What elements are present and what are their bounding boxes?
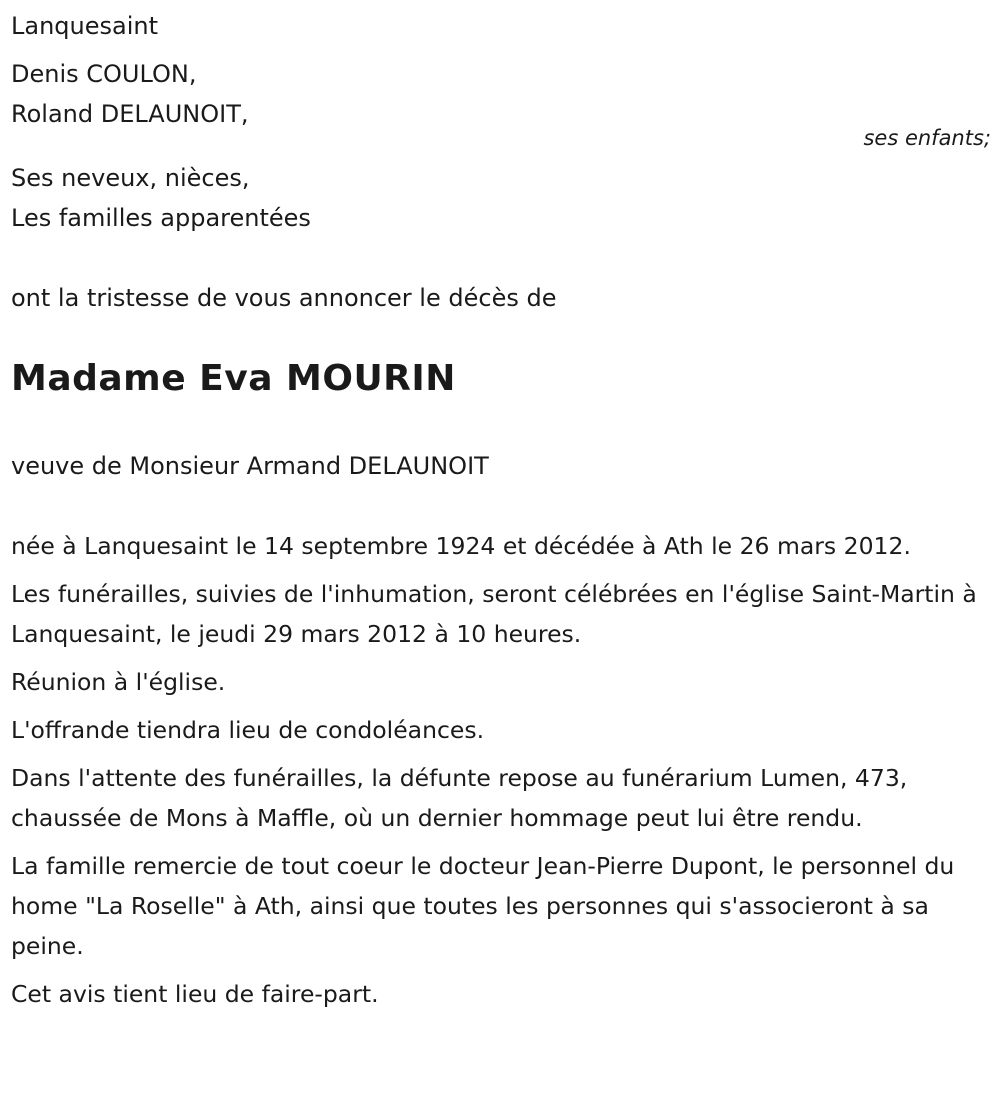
closing-paragraph: Cet avis tient lieu de faire-part.: [11, 980, 379, 1008]
deceased-name: Madame Eva MOURIN: [11, 358, 456, 399]
child-name: Denis COULON,: [11, 60, 197, 88]
announcement-text: ont la tristesse de vous annoncer le décès de: [11, 284, 557, 312]
birth-death-paragraph: née à Lanquesaint le 14 septembre 1924 et décédée à Ath le 26 mars 2012.: [11, 532, 911, 560]
meeting-paragraph: Réunion à l'église.: [11, 668, 226, 696]
widow-of-line: veuve de Monsieur Armand DELAUNOIT: [11, 452, 489, 480]
children-role-label: ses enfants;: [863, 126, 991, 150]
relatives-list: [11, 158, 311, 238]
relatives-line: Ses neveux, nièces,: [11, 164, 250, 192]
child-name: Roland DELAUNOIT,: [11, 100, 249, 128]
notice-body: [11, 526, 986, 1022]
offering-paragraph: L'offrande tiendra lieu de condoléances.: [11, 716, 485, 744]
relatives-line: Les familles apparentées: [11, 204, 311, 232]
funerarium-paragraph: Dans l'attente des funérailles, la défunte repose au funérarium Lumen, 473, chaussée de Mons à Maffle, où un dernier hommage peut lui être rendu.: [11, 764, 908, 832]
thanks-paragraph: La famille remercie de tout coeur le docteur Jean-Pierre Dupont, le personnel du home "La Roselle" à Ath, ainsi que toutes les personnes qui s'associeront à sa peine.: [11, 852, 955, 960]
village-name: Lanquesaint: [11, 12, 158, 40]
funeral-paragraph: Les funérailles, suivies de l'inhumation, seront célébrées en l'église Saint-Martin à Lanquesaint, le jeudi 29 mars 2012 à 10 heures.: [11, 580, 977, 648]
children-list: [11, 54, 249, 134]
